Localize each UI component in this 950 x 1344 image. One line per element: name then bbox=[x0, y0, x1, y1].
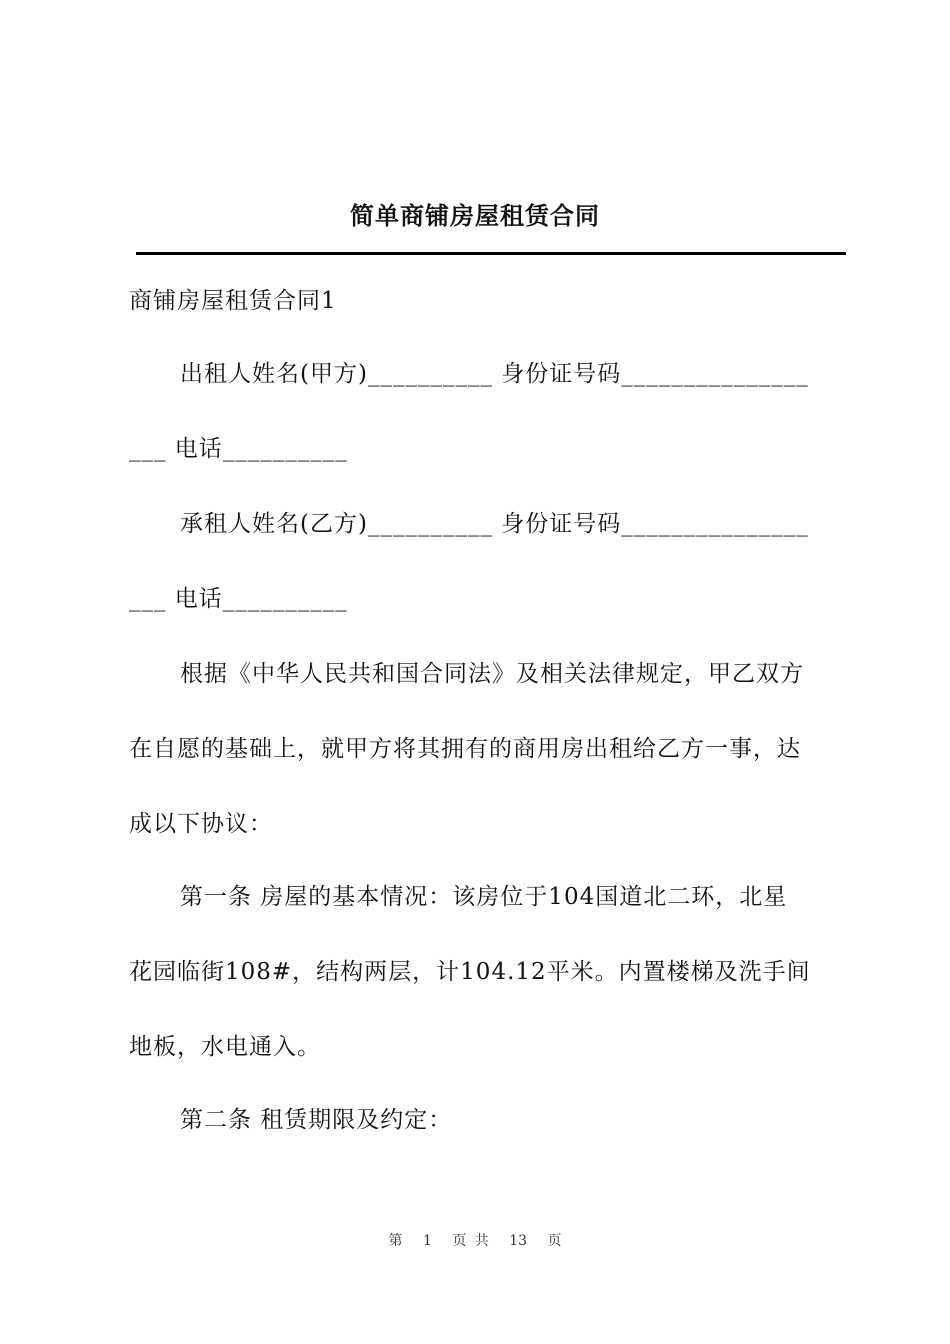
title-underline bbox=[136, 252, 846, 255]
footer-suffix: 页 bbox=[547, 1233, 562, 1249]
paragraph-line: 根据《中华人民共和国合同法》及相关法律规定，甲乙双方 bbox=[180, 661, 804, 687]
paragraph-line: 出租人姓名(甲方)__________ 身份证号码_______________ bbox=[180, 361, 809, 387]
paragraph-line: 成以下协议： bbox=[129, 811, 273, 837]
footer-page-total: 13 bbox=[509, 1233, 528, 1249]
footer-page-number: 1 bbox=[422, 1233, 432, 1249]
paragraph-line: 在自愿的基础上，就甲方将其拥有的商用房出租给乙方一事，达 bbox=[129, 736, 801, 762]
page-footer bbox=[0, 1230, 950, 1250]
paragraph-line: 花园临街108#，结构两层，计104.12平米。内置楼梯及洗手间 bbox=[129, 959, 811, 985]
paragraph-line: ___ 电话__________ bbox=[129, 436, 348, 462]
paragraph-line: ___ 电话__________ bbox=[129, 586, 348, 612]
paragraph-line: 第一条 房屋的基本情况：该房位于104国道北二环，北星 bbox=[180, 884, 788, 910]
paragraph-line: 地板，水电通入。 bbox=[129, 1034, 321, 1060]
paragraph-line: 承租人姓名(乙方)__________ 身份证号码_______________ bbox=[180, 511, 809, 537]
footer-mid: 页 共 bbox=[452, 1233, 489, 1249]
document-title: 简单商铺房屋租赁合同 bbox=[350, 202, 600, 230]
footer-prefix: 第 bbox=[388, 1233, 403, 1249]
paragraph-line: 第二条 租赁期限及约定： bbox=[180, 1107, 453, 1133]
subtitle: 商铺房屋租赁合同1 bbox=[129, 288, 337, 314]
